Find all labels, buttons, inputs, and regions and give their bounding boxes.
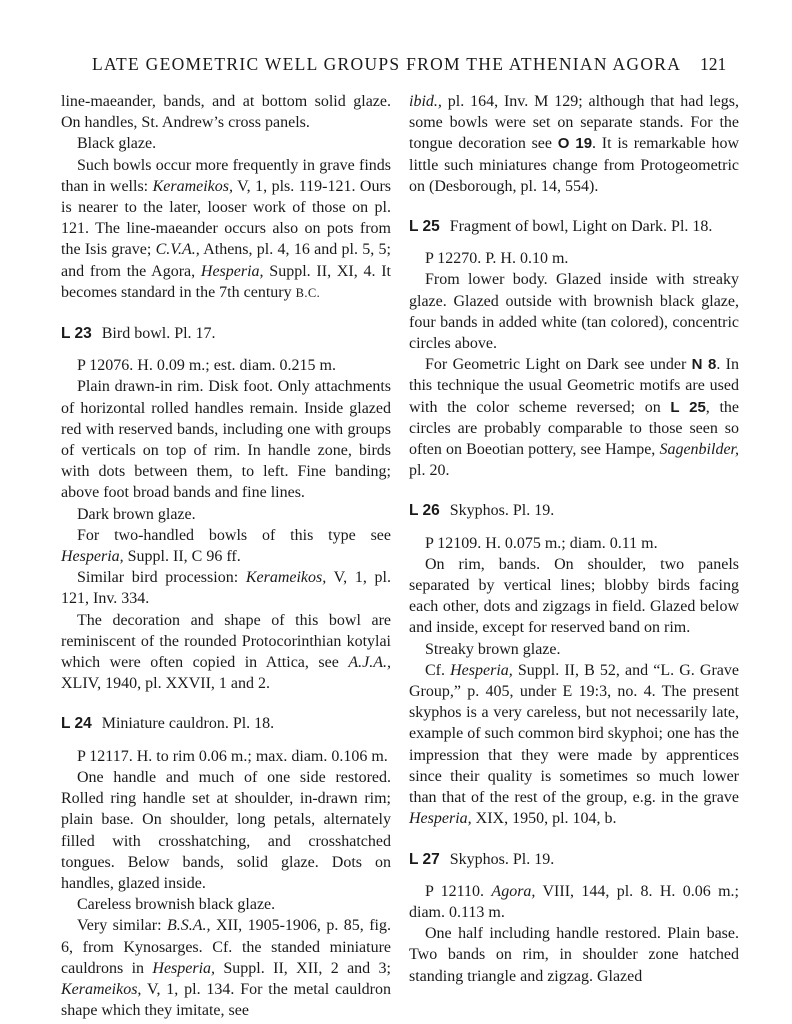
entry-specification: P 12270. P. H. 0.10 m. [425, 250, 569, 268]
entry-specification: P 12076. H. 0.09 m.; est. diam. 0.215 m. [77, 357, 336, 375]
entry-comment: Cf. Hesperia, Suppl. II, B 52, and “L. G. Grave Group,” p. 405, under E 19:3, no. 4. The present skyphos is a very careless, but not necessarily late, example of such common bird skyphoi; one has the impression that they were made by apprentices since their quality is sometimes so much lower than that of the rest of the group, e.g. in the grave Hesperia, XIX, 1950, pl. 104, b. [409, 661, 740, 828]
entry-comment: Very similar: B.S.A., XII, 1905-1906, p. 85, fig. 6, from Kynosarges. Cf. the standed miniature cauldrons in Hesperia, Suppl. II, XII, 2 and 3; Kerameikos, V, 1, pl. 134. For the metal cauldron shape which they imitate, see [61, 917, 392, 1020]
entry-title: Skyphos. Pl. 19. [449, 502, 555, 520]
left-column [61, 91, 391, 1021]
page-number: 121 [700, 54, 727, 74]
entry-description: On rim, bands. On shoulder, two panels separated by vertical lines; blobby birds facing each other, dots and zigzags in field. Glazed below and inside, except for reserved band on rim. [409, 555, 739, 637]
entry-glaze: Dark brown glaze. [77, 505, 196, 523]
catalogue-entry-heading [409, 216, 739, 237]
catalogue-entry-heading [61, 713, 391, 734]
paragraph: Black glaze. [77, 135, 157, 153]
entry-glaze: Streaky brown glaze. [425, 640, 561, 658]
entry-description: From lower body. Glazed inside with streaky glaze. Glazed outside with brownish black glaze, four bands in added white (tan colored), concentric circles above. [409, 271, 739, 353]
entry-number: L 25 [409, 218, 440, 236]
entry-glaze: Careless brownish black glaze. [77, 896, 276, 914]
catalogue-entry-heading [409, 849, 739, 870]
entry-description: One half including handle restored. Plain base. Two bands on rim, in shoulder zone hatched standing triangle and zigzag. Glazed [409, 925, 739, 985]
entry-comment: Similar bird procession: Kerameikos, V, 1, pl. 121, Inv. 334. [61, 569, 391, 608]
entry-specification: P 12109. H. 0.075 m.; diam. 0.11 m. [425, 534, 658, 552]
catalogue-entry-heading [61, 323, 391, 344]
right-column [409, 91, 739, 987]
entry-comment: For Geometric Light on Dark see under N 8. In this technique the usual Geometric motifs are used with the color scheme reversed; on L 25, the circles are probably comparable to those seen so often on Boeotian pottery, see Hampe, Sagenbilder, pl. 20. [409, 356, 739, 480]
entry-number: L 27 [409, 850, 440, 868]
entry-title: Miniature cauldron. Pl. 18. [101, 715, 275, 733]
catalogue-entry-heading [409, 500, 739, 521]
entry-title: Skyphos. Pl. 19. [449, 850, 555, 868]
entry-description: One handle and much of one side restored. Rolled ring handle set at shoulder, in-drawn rim; plain base. On shoulder, long petals, alternately filled with crosshatching, and crosshatched tongues. Below bands, solid glaze. Dots on handles, glazed inside. [61, 768, 391, 892]
entry-title: Fragment of bowl, Light on Dark. Pl. 18. [449, 218, 713, 236]
entry-number: L 23 [61, 325, 92, 343]
paragraph: line-maeander, bands, and at bottom solid glaze. On handles, St. Andrew’s cross panels. [61, 93, 391, 132]
running-head-title: LATE GEOMETRIC WELL GROUPS FROM THE ATHENIAN AGORA [92, 54, 682, 74]
running-header [0, 52, 792, 80]
entry-number: L 24 [61, 715, 92, 733]
entry-specification: P 12110. Agora, VIII, 144, pl. 8. H. 0.06 m.; diam. 0.113 m. [409, 882, 740, 921]
paragraph: ibid., pl. 164, Inv. M 129; although that had legs, some bowls were set on separate stands. For the tongue decoration see O 19. It is remarkable how little such miniatures change from Protogeometric on (Desborough, pl. 14, 554). [409, 93, 740, 195]
entry-title: Bird bowl. Pl. 17. [101, 325, 216, 343]
entry-comment: The decoration and shape of this bowl are reminiscent of the rounded Protocorinthian kotylai which were often copied in Attica, see A.J.A., XLIV, 1940, pl. XXVII, 1 and 2. [61, 611, 391, 693]
entry-specification: P 12117. H. to rim 0.06 m.; max. diam. 0.106 m. [77, 747, 388, 765]
entry-description: Plain drawn-in rim. Disk foot. Only attachments of horizontal rolled handles remain. Inside glazed red with reserved bands, including one with groups of verticals on top of rim. In handle zone, birds with dots between them, to left. Fine banding; above foot broad bands and fine lines. [61, 378, 391, 502]
paragraph: Such bowls occur more frequently in grave finds than in wells: Kerameikos, V, 1, pls. 119-121. Ours is nearer to the later, looser work of those on pl. 121. The line-maeander occurs also on pots from the Isis grave; C.V.A., Athens, pl. 4, 16 and pl. 5, 5; and from the Agora, Hesperia, Suppl. II, XI, 4. It becomes standard in the 7th century B.C. [61, 156, 391, 301]
entry-number: L 26 [409, 502, 440, 520]
entry-comment: For two-handled bowls of this type see Hesperia, Suppl. II, C 96 ff. [61, 526, 391, 566]
